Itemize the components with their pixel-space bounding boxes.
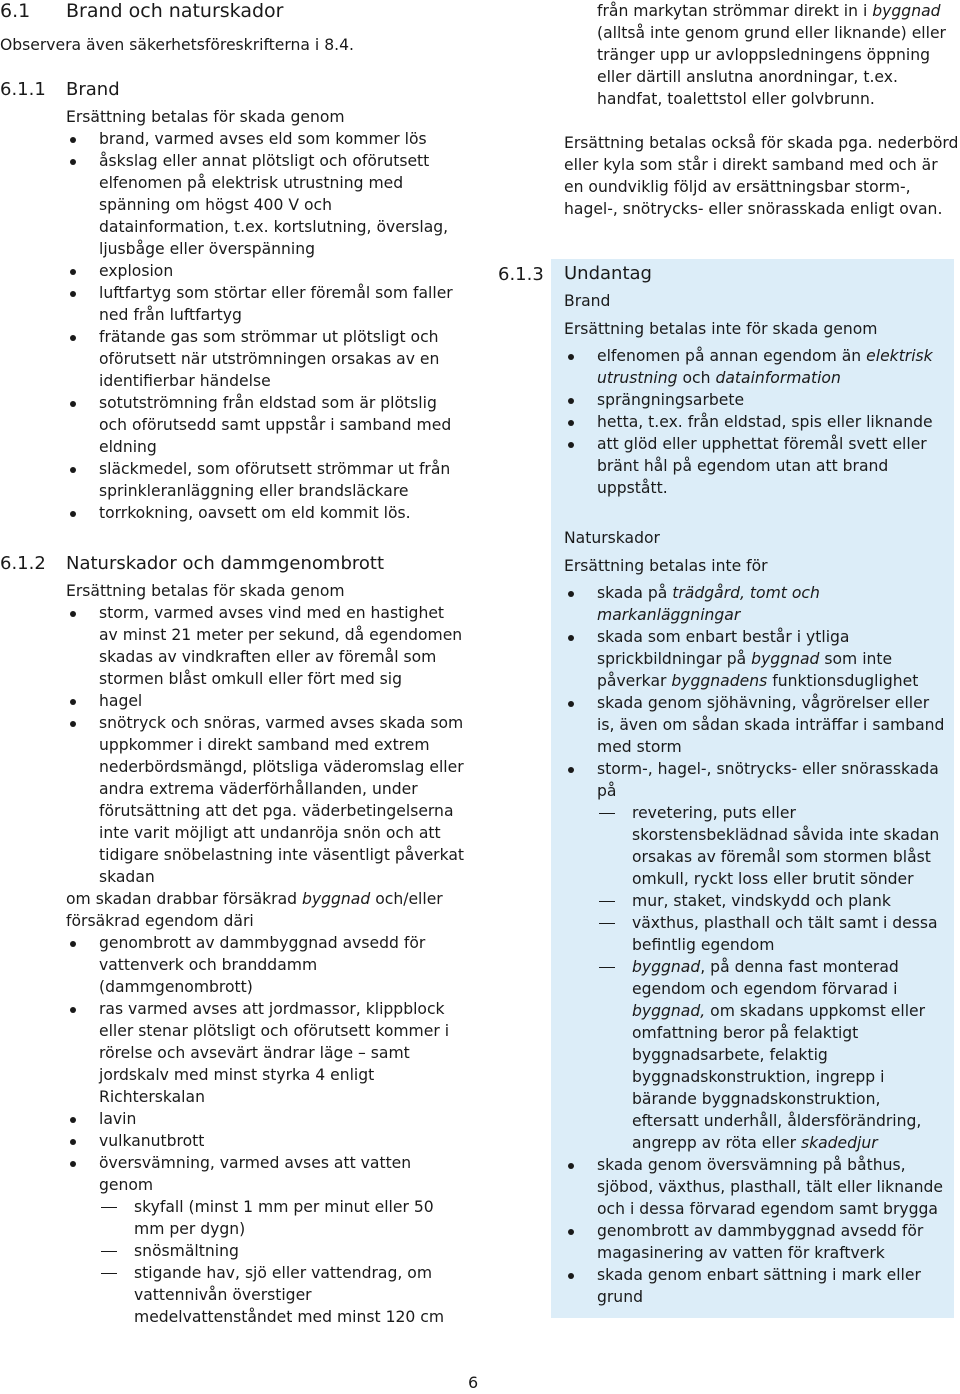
list-item: skada på trädgård, tomt och markanläggningar (564, 582, 949, 626)
list-item: lavin (66, 1108, 465, 1130)
section-number: 6.1.1 (0, 79, 46, 100)
list-item: sprängningsarbete (564, 389, 949, 411)
sub-list-item: revetering, puts eller skorstensbeklädnad såvida inte skadan orsakas av föremål som stormen blåst omkull, ryckt loss eller brutit sönder (597, 802, 949, 890)
section-6-1-1-heading (0, 79, 465, 101)
brand-exclusions-intro: Ersättning betalas inte för skada genom (564, 320, 878, 338)
list-item: skada genom sjöhävning, vågrörelser eller is, även om sådan skada inträffar i samband med storm (564, 692, 949, 758)
list-item: skada genom översvämning på båthus, sjöbod, växthus, plasthall, tält eller liknande och i dessa förvarad egendom samt brygga (564, 1154, 949, 1220)
list-item: vulkanutbrott (66, 1130, 465, 1152)
list-item: genombrott av dammbyggnad avsedd för vattenverk och branddamm (dammgenombrott) (66, 932, 465, 998)
sub-list-item: mur, staket, vindskydd och plank (597, 890, 949, 912)
section-title: Undantag (564, 263, 652, 284)
right-column-top (498, 0, 960, 220)
list-item: skada genom enbart sättning i mark eller grund (564, 1264, 949, 1308)
intro-text: Ersättning betalas för skada genom (66, 108, 345, 126)
section-title: Brand (66, 79, 120, 100)
list-item: hetta, t.ex. från eldstad, spis eller liknande (564, 411, 949, 433)
list-item: översvämning, varmed avses att vatten genom skyfall (minst 1 mm per minut eller 50 mm per dygn) snösmältning stigande hav, sjö eller vattendrag, om vattennivån överstiger medelvattenståndet med minst 120 cm (66, 1152, 465, 1328)
list-item: explosion (66, 260, 465, 282)
section-6-1-2-heading (0, 553, 465, 575)
list-item: brand, varmed avses eld som kommer lös (66, 128, 465, 150)
section-number: 6.1.3 (498, 264, 544, 285)
section-6-1-2-body (66, 580, 465, 1328)
flood-continuation-text: från markytan strömmar direkt in i byggnad (alltså inte genom grund eller liknande) eller tränger upp ur avloppsledningens öppning eller därtill anslutna anordningar, t.ex. handfat, toalettstol eller golvbrunn. (597, 2, 946, 108)
weather-cover-list (66, 602, 465, 888)
section-number: 6.1.2 (0, 553, 46, 574)
brand-exclusions-list (564, 345, 949, 499)
flood-causes-list (99, 1196, 465, 1328)
storm-exclusions-sublist (597, 802, 949, 1154)
list-item: elfenomen på annan egendom än elektrisk utrustning och datainformation (564, 345, 949, 389)
sub-list-item: stigande hav, sjö eller vattendrag, om vattennivån överstiger medelvattenståndet med minst 120 cm (99, 1262, 465, 1328)
natural-exclusions-intro: Ersättning betalas inte för (564, 557, 768, 575)
natural-exclusions-list (564, 582, 949, 1308)
section-6-1-3 (498, 263, 960, 1308)
exceptions-content (564, 263, 949, 1308)
list-item: storm-, hagel-, snötrycks- eller snörasskada på revetering, puts eller skorstensbeklädnad såvida inte skadan orsakas av föremål som stormen blåst omkull, ryckt loss eller brutit sönder mur, staket, vindskydd och plank växthus, plasthall och tält samt i dessa befintlig egendom byggnad, på denna fast monterad egendom och egendom förvarad i byggnad, om skadans uppkomst eller omfattning beror på felaktigt byggnadsarbete, felaktig byggnadskonstruktion, ingrepp i bärande byggnadskonstruktion, eftersatt underhåll, åldersförändring, angrepp av röta eller skadedjur (564, 758, 949, 1154)
list-item: frätande gas som strömmar ut plötsligt och oförutsett när utströmningen orsakas av en identifierbar händelse (66, 326, 465, 392)
list-item: att glöd eller upphettat föremål svett eller bränt hål på egendom utan att brand uppstått. (564, 433, 949, 499)
sub-list-item: snösmältning (99, 1240, 465, 1262)
section-title: Brand och naturskador (66, 0, 284, 22)
sub-list-item: växthus, plasthall och tält samt i dessa befintlig egendom (597, 912, 949, 956)
list-item: skada som enbart består i ytliga sprickbildningar på byggnad som inte påverkar byggnadens funktionsduglighet (564, 626, 949, 692)
brand-subheading: Brand (564, 292, 611, 310)
sub-list-item: byggnad, på denna fast monterad egendom och egendom förvarad i byggnad, om skadans uppkomst eller omfattning beror på felaktigt byggnadsarbete, felaktig byggnadskonstruktion, ingrepp i bärande byggnadskonstruktion, eftersatt underhåll, åldersförändring, angrepp av röta eller skadedjur (597, 956, 949, 1154)
additional-cover-text: Ersättning betalas också för skada pga. nederbörd eller kyla som står i direkt samband med och är en oundviklig följd av ersättningsbar storm-, hagel-, snötrycks- eller snörasskada enligt ovan. (564, 134, 959, 218)
list-item: genombrott av dammbyggnad avsedd för magasinering av vatten för kraftverk (564, 1220, 949, 1264)
flood-continuation (564, 0, 960, 220)
list-item: släckmedel, som oförutsett strömmar ut från sprinkleranläggning eller brandsläckare (66, 458, 465, 502)
section-number: 6.1 (0, 0, 31, 22)
section-6-1-heading (0, 0, 465, 22)
brand-cover-list (66, 128, 465, 524)
natural-events-list (66, 932, 465, 1328)
left-column (0, 0, 465, 1328)
list-item: luftfartyg som störtar eller föremål som faller ned från luftfartyg (66, 282, 465, 326)
sub-list-item: skyfall (minst 1 mm per minut eller 50 mm per dygn) (99, 1196, 465, 1240)
list-item: storm, varmed avses vind med en hastighet av minst 21 meter per sekund, då egendomen skadas av vindkraften eller av föremål som stormen blåst omkull eller fört med sig (66, 602, 465, 690)
section-6-1-1-body (66, 106, 465, 524)
page-number: 6 (468, 1373, 479, 1392)
list-item: torrkokning, oavsett om eld kommit lös. (66, 502, 465, 524)
safety-note: Observera även säkerhetsföreskrifterna i 8.4. (0, 36, 354, 54)
list-item: åskslag eller annat plötsligt och oförutsett elfenomen på elektrisk utrustning med spänning om högst 400 V och datainformation, t.ex. kortslutning, överslag, ljusbåge eller överspänning (66, 150, 465, 260)
section-title: Naturskador och dammgenombrott (66, 553, 385, 574)
list-item: hagel (66, 690, 465, 712)
list-item: ras varmed avses att jordmassor, klippblock eller stenar plötsligt och oförutsett kommer i rörelse och avsevärt ändrar läge – samt jordskalv med minst styrka 4 enligt Richterskalan (66, 998, 465, 1108)
intro-text: Ersättning betalas för skada genom (66, 582, 345, 600)
condition-text: om skadan drabbar försäkrad byggnad och/eller försäkrad egendom däri (66, 890, 443, 930)
list-item: snötryck och snöras, varmed avses skada som uppkommer i direkt samband med extrem nederbördsmängd, plötsliga väderomslag eller andra extrema väderförhållanden, under förutsättning att det pga. väderbetingelserna inte varit möjligt att undanröja snön och att tidigare snöbelastning inte väsentligt påverkat skadan (66, 712, 465, 888)
natural-damage-subheading: Naturskador (564, 529, 660, 547)
list-item: sotutströmning från eldstad som är plötslig och oförutsedd samt uppstår i samband med eldning (66, 392, 465, 458)
